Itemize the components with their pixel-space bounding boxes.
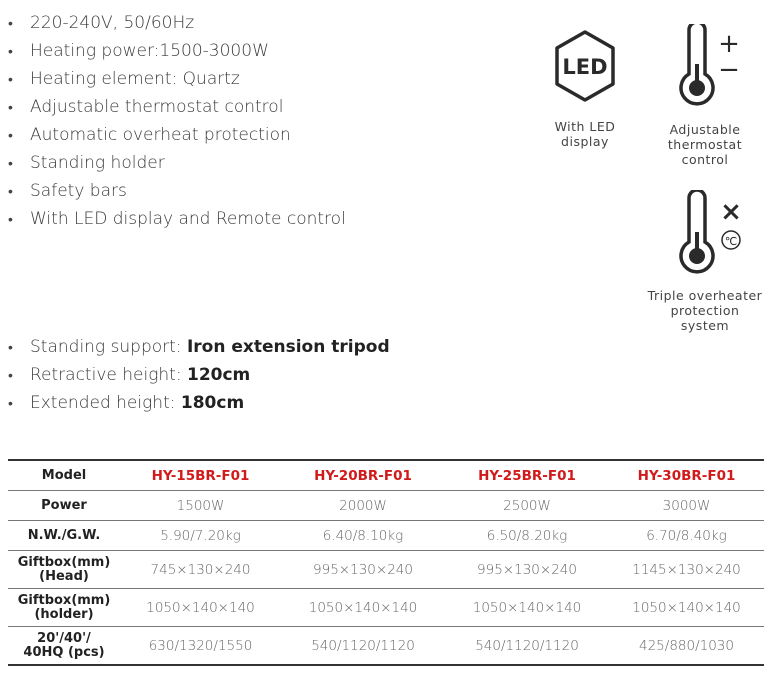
row-header-line: (Head): [39, 568, 89, 584]
table-cell: 425/880/1030: [609, 627, 764, 666]
feature-list: [8, 10, 346, 234]
table-cell: 6.50/8.20kg: [445, 521, 609, 551]
model-cell: HY-15BR-F01: [120, 460, 281, 491]
table-cell: 6.70/8.40kg: [609, 521, 764, 551]
table-cell: 1145×130×240: [609, 551, 764, 589]
table-row: [8, 551, 764, 589]
caption-line: thermostat: [667, 137, 743, 152]
row-header-line: 40HQ (pcs): [23, 644, 105, 660]
table-cell: 630/1320/1550: [120, 627, 281, 666]
table-cell: 1050×140×140: [609, 589, 764, 627]
row-header-line: Giftbox(mm): [17, 554, 111, 570]
table-row: [8, 521, 764, 551]
thermostat-caption: [655, 122, 755, 167]
caption-line: Adjustable: [669, 122, 741, 137]
table-row: [8, 491, 764, 521]
list-item: [8, 334, 390, 362]
support-label: Retractive height:: [30, 365, 182, 385]
caption-line: Triple overheater: [647, 288, 763, 303]
table-row-header: N.W./G.W.: [8, 521, 120, 551]
table-row-header: Power: [8, 491, 120, 521]
caption-line: display: [561, 134, 609, 149]
table-cell: 2500W: [445, 491, 609, 521]
list-item: [8, 390, 390, 418]
list-item: • Safety bars: [8, 178, 346, 206]
table-cell: 995×130×240: [281, 551, 445, 589]
table-cell: 540/1120/1120: [445, 627, 609, 666]
led-caption: [535, 119, 635, 149]
caption-line: control: [681, 152, 729, 167]
minus-sign: −: [718, 55, 740, 85]
overheat-caption: [640, 288, 770, 333]
list-item: • Automatic overheat protection: [8, 122, 346, 150]
table-cell: 745×130×240: [120, 551, 281, 589]
support-value: Iron extension tripod: [186, 337, 390, 357]
thermometer-overheat-icon: [665, 190, 745, 276]
thermometer-plus-minus-icon: [665, 24, 745, 108]
table-cell: 1050×140×140: [445, 589, 609, 627]
model-cell: HY-25BR-F01: [445, 460, 609, 491]
model-cell: HY-20BR-F01: [281, 460, 445, 491]
support-list: [8, 334, 390, 418]
spec-table: [8, 459, 764, 666]
table-row: [8, 627, 764, 666]
list-item: • Adjustable thermostat control: [8, 94, 346, 122]
overheat-protection-feature: [640, 190, 770, 333]
led-icon: [550, 28, 620, 104]
row-header-line: 20'/40'/: [37, 630, 91, 646]
support-label: Standing support:: [30, 337, 182, 357]
table-cell: 1050×140×140: [281, 589, 445, 627]
table-cell: 3000W: [609, 491, 764, 521]
table-cell: 1500W: [120, 491, 281, 521]
support-value: 180cm: [180, 393, 245, 413]
table-cell: 2000W: [281, 491, 445, 521]
led-badge-text: LED: [562, 55, 608, 79]
table-cell: 540/1120/1120: [281, 627, 445, 666]
list-item: • Heating element: Quartz: [8, 66, 346, 94]
table-cell: 995×130×240: [445, 551, 609, 589]
caption-line: protection: [670, 303, 740, 318]
caption-line: With LED: [554, 119, 616, 134]
table-row-header: [8, 627, 120, 666]
list-item: • Standing holder: [8, 150, 346, 178]
table-row-header: Model: [8, 460, 120, 491]
plus-sign: +: [718, 29, 740, 59]
table-cell: 5.90/7.20kg: [120, 521, 281, 551]
row-header-line: Giftbox(mm): [17, 592, 111, 608]
model-cell: HY-30BR-F01: [609, 460, 764, 491]
support-label: Extended height:: [30, 393, 176, 413]
row-header-line: (holder): [34, 606, 94, 622]
table-row-header: [8, 589, 120, 627]
table-row-header: [8, 551, 120, 589]
table-row: [8, 589, 764, 627]
celsius-sign: ℃: [724, 235, 738, 248]
caption-line: system: [680, 318, 730, 333]
list-item: • 220-240V, 50/60Hz: [8, 10, 346, 38]
table-header-row: [8, 460, 764, 491]
support-value: 120cm: [186, 365, 251, 385]
table-cell: 1050×140×140: [120, 589, 281, 627]
thermostat-feature: [655, 24, 755, 167]
table-cell: 6.40/8.10kg: [281, 521, 445, 551]
led-display-feature: [535, 28, 635, 149]
list-item: • Heating power:1500-3000W: [8, 38, 346, 66]
cross-sign: ×: [720, 197, 742, 227]
list-item: [8, 362, 390, 390]
list-item: • With LED display and Remote control: [8, 206, 346, 234]
